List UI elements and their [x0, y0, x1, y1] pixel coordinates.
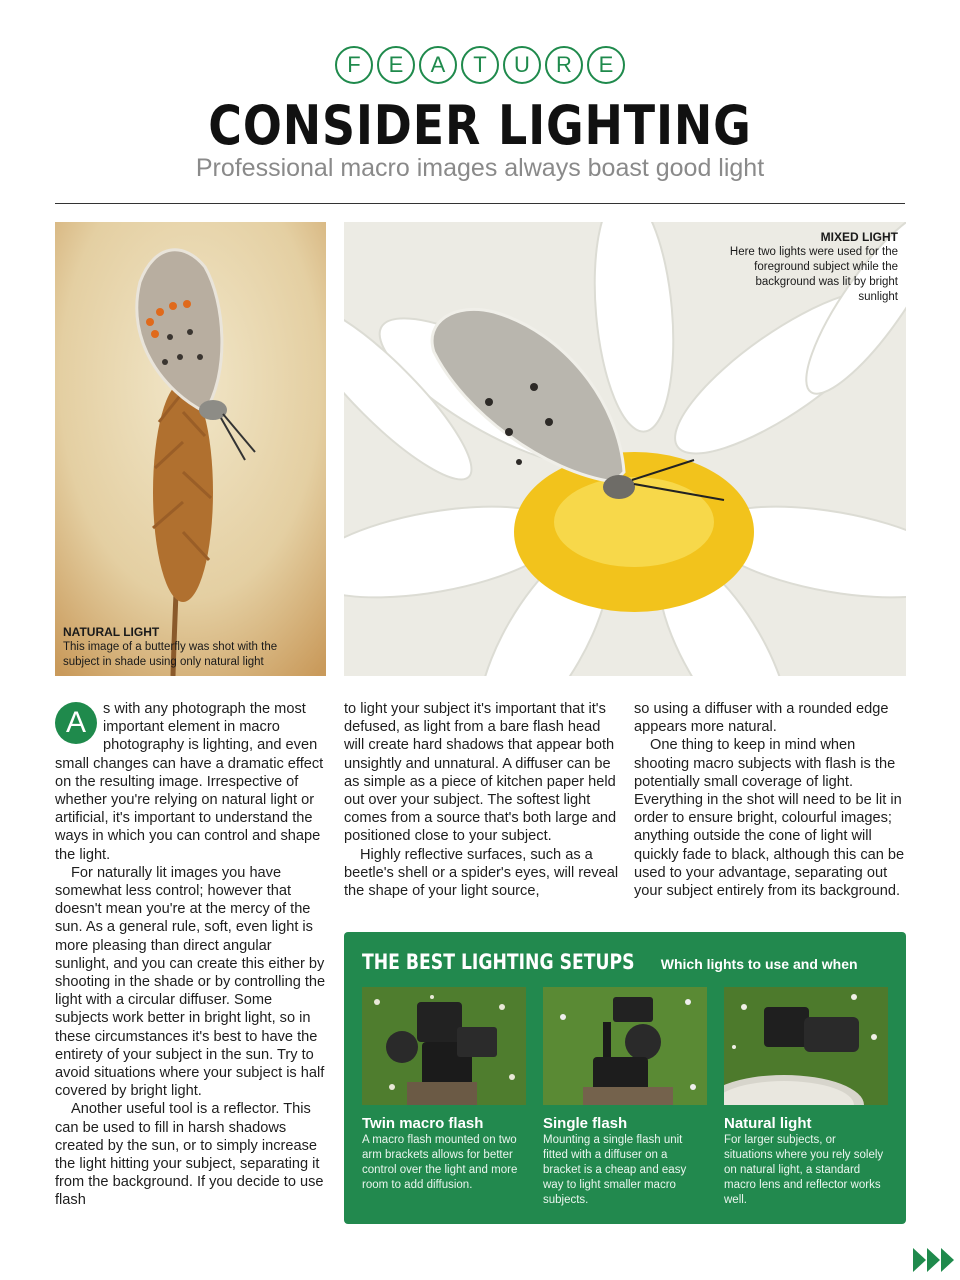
paragraph: Highly reflective surfaces, such as a beetle's shell or a spider's eyes, will reveal the shape of your light source, [344, 846, 619, 900]
divider [55, 203, 905, 204]
natural-light-photo [55, 222, 326, 676]
paragraph: s with any photograph the most important element in macro photography is lighting, and even small changes can have a dramatic effect on the resulting image. Irrespective of whether you're relying on natural light or artificial, it's important to understand the ways in which you can control and shape the light. [55, 701, 324, 863]
twin-flash-text: A macro flash mounted on two arm brackets allows for better control over the light and more room to add diffusion. [362, 1134, 518, 1191]
caption-text: Here two lights were used for the foreground subject while the background was lit by bright sunlight [729, 246, 898, 303]
feature-kicker [0, 46, 960, 84]
natural-light-text: For larger subjects, or situations where you rely solely on natural light, a standard macro lens and reflector works well. [724, 1134, 884, 1206]
drop-cap: A [55, 702, 97, 744]
box-header [362, 950, 858, 974]
natural-light-setup-photo [724, 987, 888, 1105]
text-column-1 [55, 700, 328, 1210]
mixed-light-caption [718, 230, 898, 305]
box-subtitle: Which lights to use and when [660, 956, 858, 972]
single-flash-text: Mounting a single flash unit fitted with a diffuser on a bracket is a cheap and easy way to light smaller macro subjects. [543, 1134, 687, 1206]
arrow-icon [927, 1248, 940, 1272]
arrow-icon [941, 1248, 954, 1272]
lighting-setups-box [344, 932, 906, 1224]
caption-title: MIXED LIGHT [820, 230, 898, 244]
kicker-letter: E [587, 46, 625, 84]
paragraph: For naturally lit images you have somewhat less control; however that doesn't mean you're at the mercy of the sun. As a general rule, soft, even light is more pleasing than direct angular sunlight, and you can create this either by shooting in the shade or by controlling the light with a circular diffuser. Some subjects work better in bright light, so in these circumstances it's best to have the entirety of your subject in the sun. Try to avoid situations where your subject is half covered by bright light. [55, 864, 326, 1100]
natural-light-caption [63, 625, 313, 670]
text-column-2 [344, 700, 619, 900]
paragraph: One thing to keep in mind when shooting macro subjects with flash is the potentially small coverage of light. Everything in the shot will need to be lit in order to ensure bright, colourful images; anything outside the cone of light will quickly fade to black, although this can be used to your advantage, separating out your subject entirely from its background. [634, 737, 905, 900]
page-title: CONSIDER LIGHTING [208, 94, 752, 157]
twin-flash-photo [362, 987, 526, 1105]
caption-title: NATURAL LIGHT [63, 625, 160, 639]
single-flash-title: Single flash [543, 1115, 628, 1132]
kicker-letter: U [503, 46, 541, 84]
kicker-letter: R [545, 46, 583, 84]
single-flash-photo [543, 987, 707, 1105]
twin-flash-title: Twin macro flash [362, 1115, 484, 1132]
caption-text: This image of a butterfly was shot with the subject in shade using only natural light [63, 641, 278, 668]
kicker-letter: T [461, 46, 499, 84]
kicker-letter: E [377, 46, 415, 84]
kicker-letter: F [335, 46, 373, 84]
natural-light-title: Natural light [724, 1115, 812, 1132]
kicker-letter: A [419, 46, 457, 84]
arrow-icon [913, 1248, 926, 1272]
paragraph: so using a diffuser with a rounded edge appears more natural. [634, 701, 889, 736]
next-page-arrows-icon[interactable] [913, 1248, 954, 1272]
butterfly-on-grass-illustration [55, 222, 326, 676]
paragraph: to light your subject it's important that it's defused, as light from a bare flash head will create hard shadows that appear both unsightly and unnatural. A diffuser can be as simple as a piece of kitchen paper held out over your subject. The softest light comes from a source that's both large and positioned close to your subject. [344, 701, 617, 845]
paragraph: Another useful tool is a reflector. This can be used to fill in harsh shadows created by the sun, or to simply increase the light hitting your subject, separating it from the background. If you decide to use flash [55, 1101, 324, 1209]
mixed-light-photo [344, 222, 906, 676]
text-column-3 [634, 700, 907, 900]
box-title: THE BEST LIGHTING SETUPS [362, 950, 635, 974]
page-subtitle: Professional macro images always boast good light [195, 154, 765, 182]
